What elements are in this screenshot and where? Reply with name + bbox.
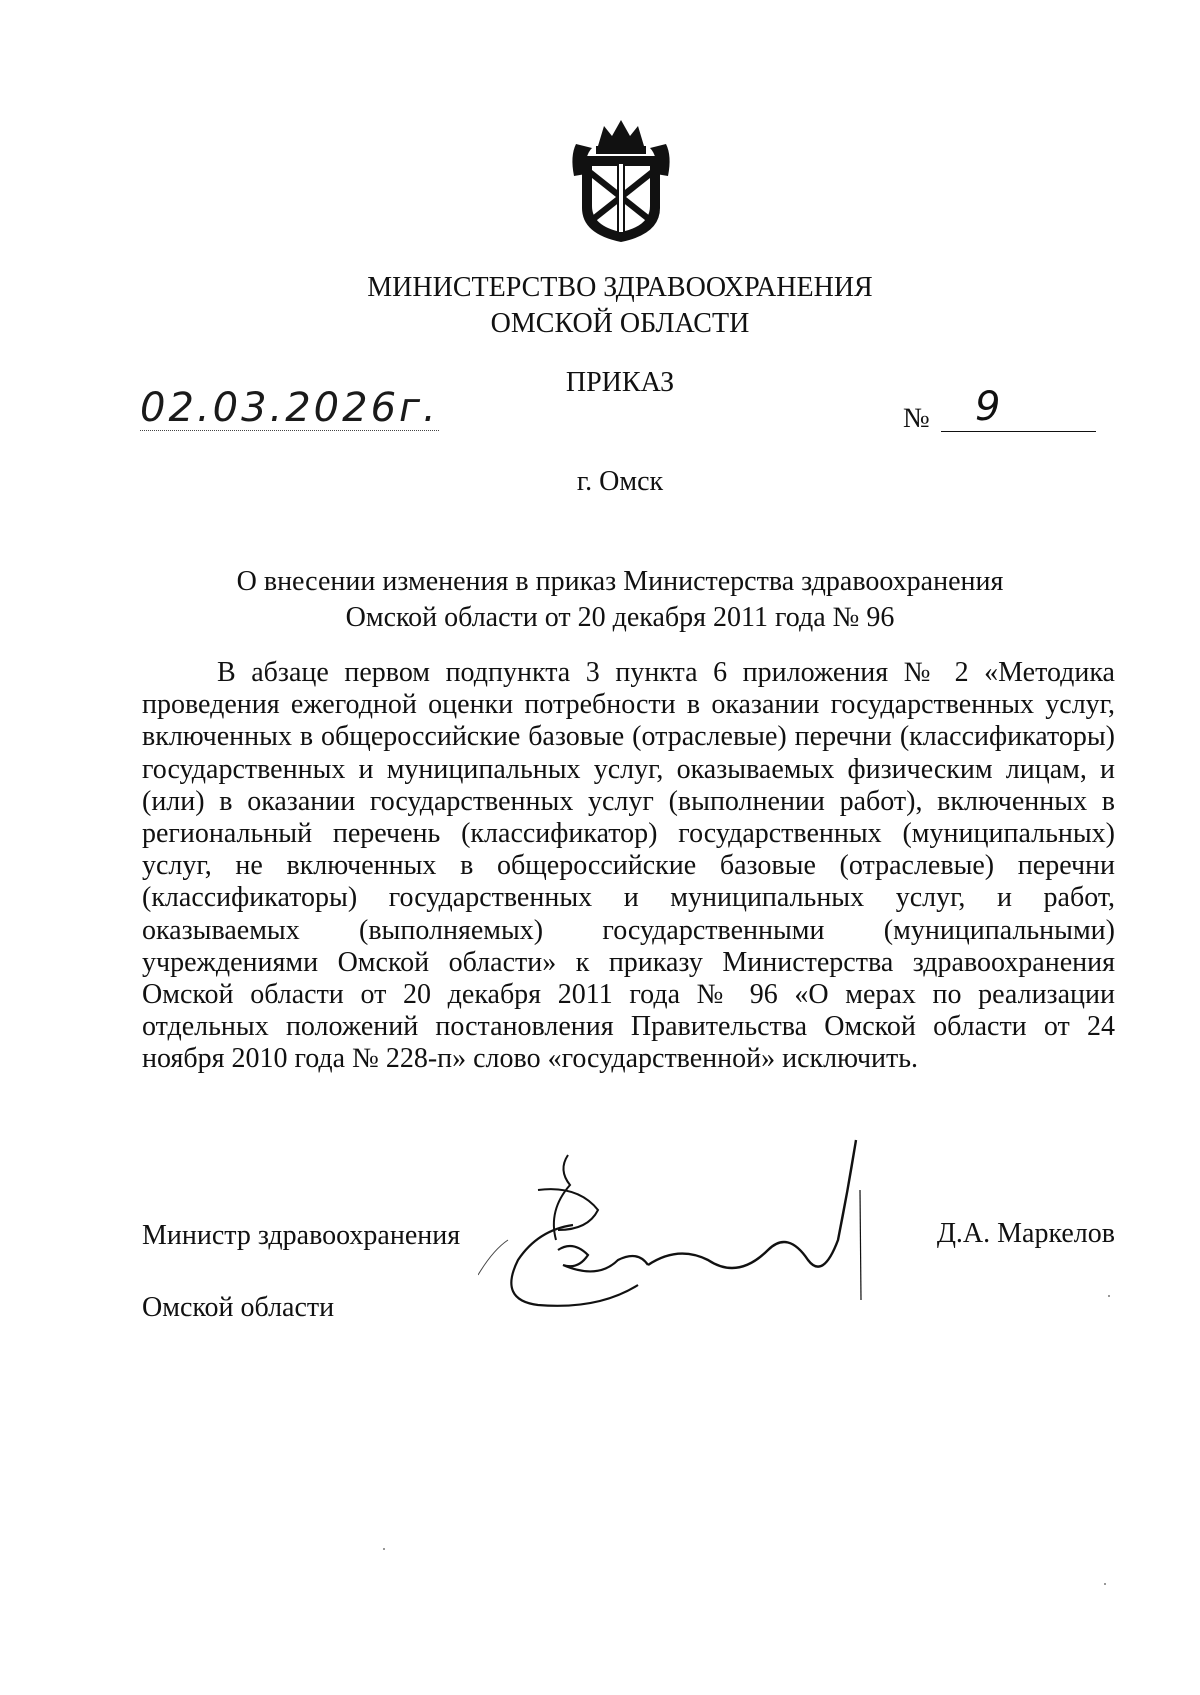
handwritten-signature	[478, 1130, 923, 1325]
ministry-name-line2: ОМСКОЙ ОБЛАСТИ	[490, 308, 750, 339]
signatory-title	[142, 1182, 482, 1362]
scan-speck	[383, 1548, 385, 1550]
order-subject	[150, 564, 1090, 636]
number-label: №	[903, 403, 930, 434]
order-number-underline	[941, 431, 1096, 432]
signatory-title-line2: Омской области	[142, 1292, 335, 1323]
city-name: г. Омск	[576, 466, 664, 497]
order-body-paragraph: В абзаце первом подпункта 3 пункта 6 приложения № 2 «Методика проведения ежегодной оценки потребности в оказании государственных услуг, включенных в общероссийские базовые (отраслевые) перечни (классификаторы) государственных и муниципальных услуг, оказываемых физическим лицам, и (или) в оказании государственных услуг (выполнении работ), включенных в региональный перечень (классификатор) государственных (муниципальных) услуг, не включенных в общероссийские базовые (отраслевые) перечни (классификаторы) государственных и муниципальных услуг, и работ, оказываемых (выполняемых) государственными (муниципальными) учреждениями Омской области» к приказу Министерства здравоохранения Омской области от 20 декабря 2011 года № 96 «О мерах по реализации отдельных положений постановления Правительства Омской области от 24 ноября 2010 года № 228-п» слово «государственной» исключить.	[142, 657, 1115, 1075]
signatory-name: Д.А. Маркелов	[936, 1218, 1115, 1249]
ministry-name-line1: МИНИСТЕРСТВО ЗДРАВООХРАНЕНИЯ	[367, 272, 873, 303]
signatory-title-line1: Министр здравоохранения	[142, 1220, 461, 1251]
scan-speck	[1104, 1583, 1106, 1585]
ministry-name	[300, 270, 940, 342]
order-subject-line2: Омской области от 20 декабря 2011 года № 96	[345, 602, 895, 633]
handwritten-order-number: 9	[975, 384, 1001, 430]
coat-of-arms-emblem	[568, 116, 674, 246]
handwritten-date: 02.03.2026г.	[140, 385, 439, 431]
order-subject-line1: О внесении изменения в приказ Министерства здравоохранения	[236, 566, 1004, 597]
scan-speck	[1108, 1295, 1110, 1297]
document-type: ПРИКАЗ	[565, 367, 675, 398]
